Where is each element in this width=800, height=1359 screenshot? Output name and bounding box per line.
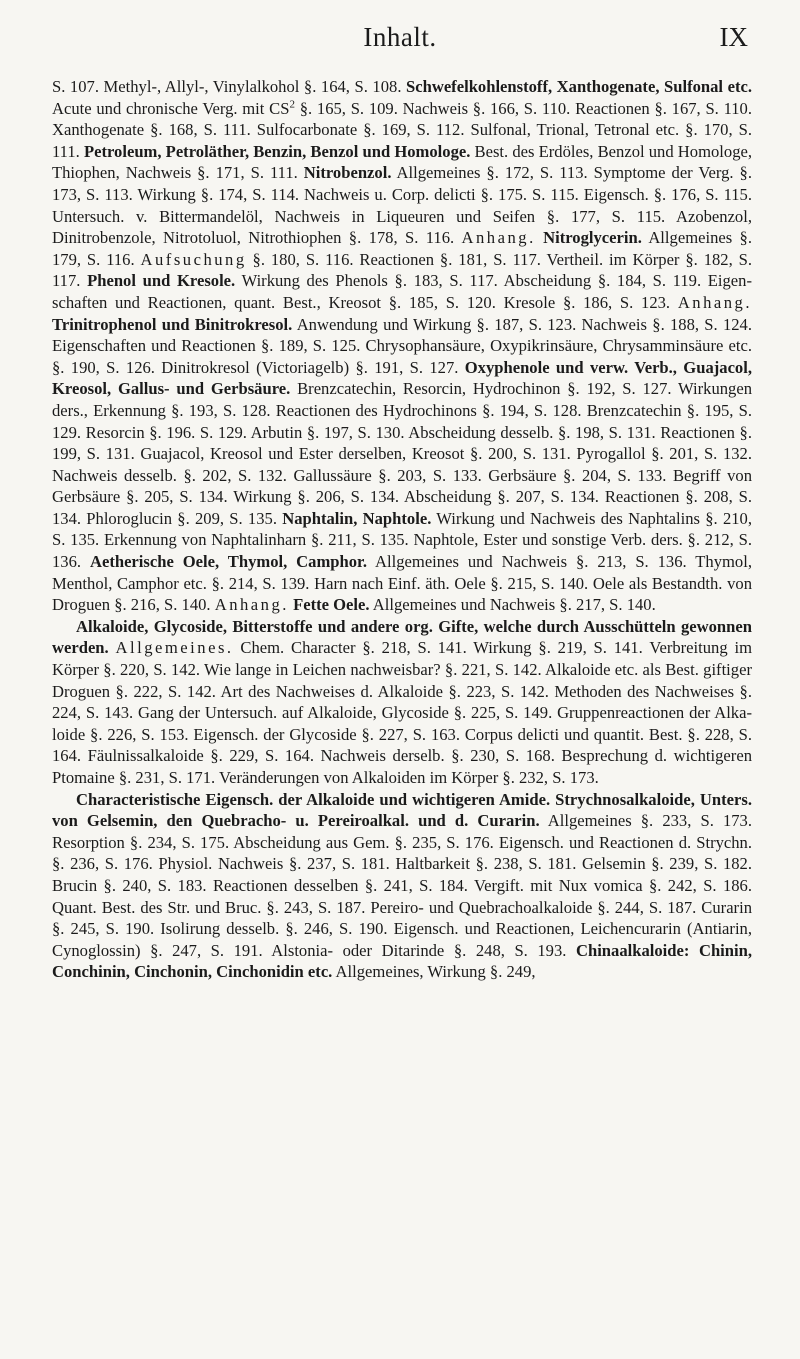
text-run: Allgemeines §. 233, S. 173. Resorption §. 234, S. 175. Abscheidung aus Gem. §. 235, S. 176. Eigensch. und Reactionen d. Strychn. §. 236, S. 176. Physiol. Nachweis §. 237, S. 181. Haltbarkeit §. 238, S. 181. Gelsemin §. 239, S. 182. Brucin §. 240, S. 183. Reactionen desselben §. 241, S. 184. Vergift. mit Nux vomica §. 242, S. 186. Quant. Best. des Str. und Bruc. §. 243, S. 187. Pereiro- und Quebrachoalkaloide §. 244, S. 187. Curarin §. 245, S. 190. Isolirung desselb. §. 246, S. 190. Eigensch. und Reactionen, Leichencurarin (Antiarin, Cynoglossin) §. 247, S. 191. Alstonia- oder Ditarinde §. 248, S. 193.	[52, 811, 752, 960]
spaced-run: Anhang.	[214, 595, 289, 615]
text-run: Wirkung des Phenols §. 183, S. 117. Abscheidung §. 184, S. 119. Eigenschaften und Reactionen, quant. Best., Kreosot §. 185, S. 120. Kresole §. 186, S. 123.	[52, 271, 752, 312]
running-head	[0, 22, 800, 56]
bold-heading-run: Schwefelkohlenstoff, Xanthogenate, Sulfonal etc.	[406, 77, 752, 96]
contents-paragraph-1	[52, 76, 752, 616]
bold-heading-run: Alkaloide, Glycoside, Bitterstoffe und andere org. Gifte, welche durch Ausschütteln gewonnen werden.	[52, 616, 752, 658]
table-of-contents-text	[52, 76, 752, 983]
bold-heading-run: Aetherische Oele, Thymol, Camphor.	[89, 552, 368, 572]
text-run: Brenzcatechin, Resorcin, Hydrochinon §. 192, S. 127. Wirkungen ders., Erkennung §. 193, S. 128. Reactionen des Hydrochinons §. 194, S. 128. Brenzcatechin §. 195, S. 129. Resorcin §. 196. S. 129. Arbutin §. 197, S. 130. Abscheidung desselb. §. 198, S. 131. Reactionen §. 199, S. 131. Guajacol, Kreosol und Ester derselben, Kreosot §. 200, S. 131. Pyrogallol §. 201, S. 132. Nachweis desselb. §. 202, S. 132. Gallussäure §. 203, S. 133. Gerbsäure §. 204, S. 133. Begriff von Gerbsäure §. 205, S. 134. Wirkung §. 206, S. 134. Abscheidung §. 207, S. 134. Reactionen §. 208, S. 134. Phloroglucin §. 209, S. 135.	[52, 379, 753, 528]
bold-heading-run: Fette Oele.	[293, 595, 370, 615]
text-run: Anwendung und Wirkung §. 187, S. 123. Nachweis §. 188, S. 124. Eigenschaften und Reactionen §. 189, S. 125. Chrysophansäure, Oxypikrinsäure, Chrysamminsäure etc. §. 190, S. 126. Dinitrokresol (Victoriagelb) §. 191, S. 127.	[52, 314, 753, 377]
spaced-run: Allgemeines.	[115, 638, 234, 658]
text-run: S. 107. Methyl-, Allyl-, Vinylalkohol §. 164, S. 108.	[52, 77, 407, 96]
running-title: Inhalt.	[363, 22, 437, 52]
contents-paragraph-3	[52, 789, 752, 983]
text-run: Chem. Character §. 218, S. 141. Wirkung §. 219, S. 141. Verbreitung im Körper §. 220, S. 142. Wie lange in Leichen nachweisbar? §. 221, S. 142. Alkaloide etc. als Best. giftiger Droguen §. 222, S. 142. Art des Nachweises d. Alkaloide §. 223, S. 142. Methoden des Nachweises §. 224, S. 143. Gang der Untersuch. auf Alkaloide, Glycoside §. 225, S. 149. Gruppenreactionen der Alkaloide §. 226, S. 153. Eigensch. der Glycoside §. 227, S. 163. Corpus delicti und quantit. Best. §. 228, S. 164. Fäulnissalkaloide §. 229, S. 164. Nachweis derselb. §. 230, S. 168. Besprechung d. wichtigeren Ptomaine §. 231, S. 171. Veränderungen von Alkaloiden im Körper §. 232, S. 173.	[52, 638, 753, 787]
text-run: Acute und chronische Verg. mit CS	[52, 98, 290, 118]
bold-heading-run: Oxyphenole und verw. Verb., Guajacol, Kreosol, Gallus- und Gerbsäure.	[52, 357, 752, 399]
text-run	[536, 228, 543, 247]
bold-heading-run: Nitroglycerin.	[543, 228, 642, 248]
spaced-run: Anhang.	[461, 228, 536, 248]
text-run: Best. des Erdöles, Benzol und Homologe, Thiophen, Nachweis §. 171, S. 111.	[52, 141, 753, 183]
text-run: Allgemeines und Nachweis §. 213, S. 136. Thymol, Menthol, Camphor etc. §. 214, S. 139. Harn nach Einf. äth. Oele §. 215, S. 140. Oele als Bestandth. von Droguen §. 216, S. 140.	[52, 552, 752, 615]
bold-heading-run: Nitrobenzol.	[303, 163, 392, 183]
bold-heading-run: Phenol und Kresole.	[87, 271, 236, 291]
text-run	[109, 638, 116, 657]
text-run: Allgemeines und Nachweis §. 217, S. 140.	[369, 595, 656, 615]
text-run: Allgemeines, Wirkung §. 249,	[332, 962, 536, 982]
text-run: §. 180, S. 116. Reactionen §. 181, S. 117. Vertheil. im Körper §. 182, S. 117.	[52, 249, 752, 291]
bold-heading-run: Trinitrophenol und Binitrokresol.	[52, 314, 293, 334]
bold-heading-run: Petroleum, Petroläther, Benzin, Benzol und Homologe.	[83, 141, 471, 161]
bold-heading-run: Naphtalin, Naphtole.	[282, 508, 432, 528]
spaced-run: Anhang.	[677, 292, 752, 312]
bold-heading-run: Characteristische Eigensch. der Alkaloide und wichtigeren Amide. Strychnosalkaloide, Unters. von Gelsemin, den Quebracho- u. Pereiroalkal. und d. Curarin.	[52, 789, 752, 831]
page-number: IX	[719, 22, 748, 52]
superscript: 2	[289, 98, 295, 111]
bold-heading-run: Chinaalkaloide: Chinin, Conchinin, Cinchonin, Cinchonidin etc.	[52, 940, 752, 982]
text-run: Allgemeines §. 172, S. 113. Symptome der Verg. §. 173, S. 113. Wirkung §. 174, S. 114. Nachweis u. Corp. delicti §. 175. S. 115. Eigensch. §. 176, S. 115. Untersuch. v. Bittermandelöl, Nachweis in Liqueuren und Seifen §. 177, S. 115. Azobenzol, Dinitrobenzole, Nitrotoluol, Nitrothiophen §. 178, S. 116.	[52, 163, 752, 248]
text-run: Allgemeines §. 179, S. 116.	[52, 228, 753, 269]
text-run: §. 165, S. 109. Nachweis §. 166, S. 110. Reactionen §. 167, S. 110. Xanthogenate §. 168, S. 111. Sulfocarbonate §. 169, S. 112. Sulfonal, Trional, Tetronal etc. §. 170, S. 111.	[52, 98, 752, 161]
text-run: Wirkung und Nachweis des Naphtalins §. 210, S. 135. Erkennung von Naphtalinharn §. 211, S. 135. Naphtole, Ester und sonstige Verb. ders. §. 212, S. 136.	[52, 508, 752, 572]
contents-paragraph-2	[52, 616, 752, 789]
spaced-run: Aufsuchung	[140, 249, 247, 269]
